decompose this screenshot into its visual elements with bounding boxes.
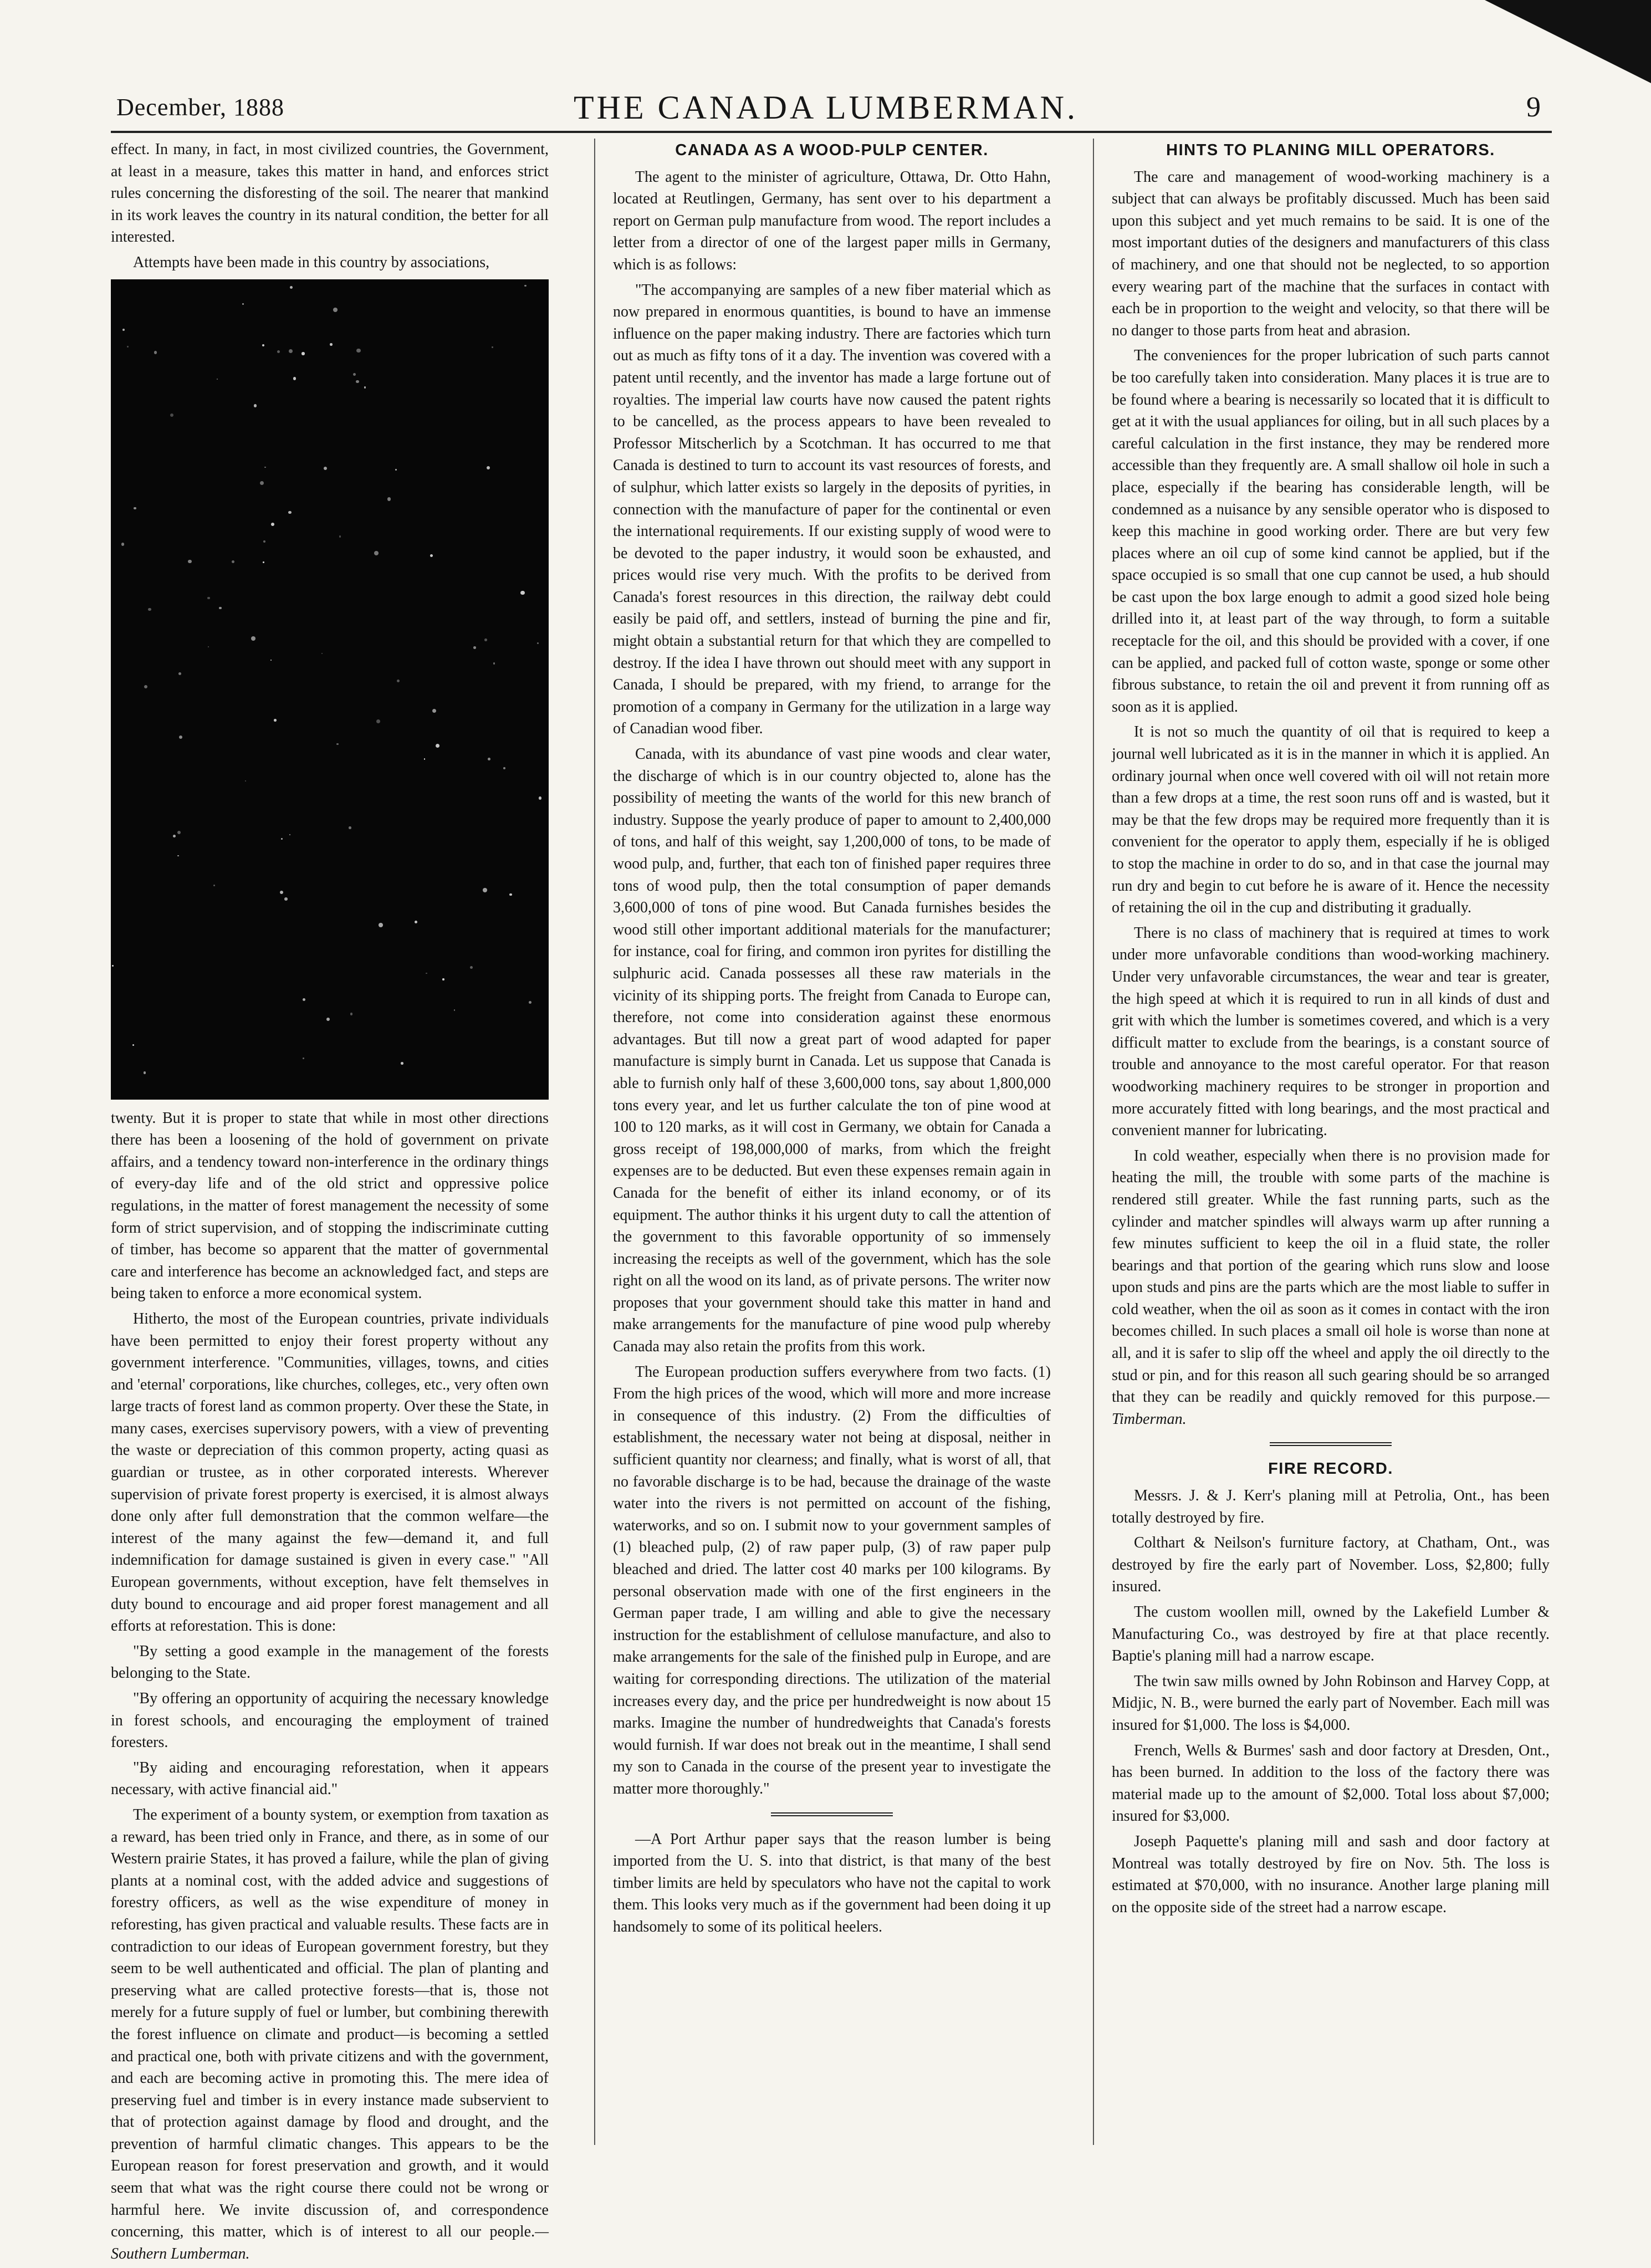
photo-speck	[432, 709, 436, 713]
photo-speck	[144, 1071, 146, 1074]
section-divider	[771, 1812, 893, 1816]
photo-speck	[397, 680, 400, 683]
paragraph: twenty. But it is proper to state that while in most other directions there has been a loosening of the hold of government on private affairs, and a tendency toward non-interference in the ordinary things of every-day life and of the old strict and oppressive police regulations, in the matter of forest management the necessity of some form of strict supervision, and of stopping the indiscriminate cutting of timber, has become so apparent that the matter of governmental care and interference has become an acknowledged fact, and steps are being taken to enforce a more economical system.	[111, 1109, 549, 1302]
photo-speck	[537, 642, 539, 644]
page-number: 9	[1526, 91, 1541, 123]
photo-speck	[251, 636, 255, 641]
photo-speck	[213, 885, 216, 887]
photo-speck	[424, 758, 426, 760]
paragraph: There is no class of machinery that is required at times to work under more unfavorable conditions than wood-working machinery. Under very unfavorable circumstances, the wear and tear is greater, the high speed at which it is required to run in all kinds of dust and grit with which the lumber is sometimes covered, and which is a very difficult matter to exclude from the bearings, is a constant source of trouble and annoyance to the most careful operator. For that reason woodworking machinery requires to be stronger in proportion and more accurately fitted with long bearings, and the most practical and convenient manner for lubricating.	[1112, 924, 1550, 1140]
photo-speck	[173, 835, 176, 838]
photo-speck	[509, 893, 512, 896]
photo-speck	[132, 1044, 134, 1046]
photo-speck	[144, 685, 147, 688]
photo-speck	[289, 349, 293, 353]
photo-speck	[493, 662, 495, 664]
photo-speck	[207, 597, 209, 599]
photo-speck	[350, 1013, 353, 1015]
paragraph	[1112, 1145, 1550, 1431]
photo-speck	[524, 285, 527, 287]
fire-record-item: French, Wells & Burmes' sash and door factory at Dresden, Ont., has been burned. In addition to the loss of the factory there was material made up to the amount of $2,000. Total loss about $7,000; insured for $3,000.	[1112, 1741, 1550, 1825]
photo-speck	[217, 379, 218, 380]
photo-speck	[374, 551, 379, 555]
paragraph: "By setting a good example in the management of the forests belonging to the State.	[111, 1642, 549, 1682]
photo-speck	[436, 744, 439, 748]
obscured-photo-block	[111, 279, 549, 1100]
source-credit: —Southern Lumberman.	[111, 2223, 549, 2262]
photo-speck	[364, 386, 366, 389]
photo-speck	[177, 855, 178, 856]
photo-speck	[263, 561, 264, 563]
photo-speck	[492, 346, 493, 348]
photo-speck	[333, 308, 338, 312]
photo-speck	[487, 466, 490, 469]
photo-speck	[232, 560, 234, 563]
paragraph: —A Port Arthur paper says that the reason lumber is being imported from the U. S. into that district, is that many of the best timber limits are held by speculators who have not the capital to work them. This looks very much as if the government had been doing it up handsomely to some of its political heelers.	[613, 1830, 1051, 1935]
photo-speck	[127, 346, 129, 348]
photo-speck	[254, 404, 257, 407]
photo-speck	[264, 467, 265, 468]
photo-speck	[134, 507, 136, 510]
photo-speck	[336, 743, 338, 745]
page-corner-mark	[1485, 0, 1651, 83]
photo-speck	[284, 897, 288, 901]
photo-speck	[470, 966, 473, 969]
photo-speck	[484, 638, 487, 641]
photo-speck	[170, 413, 174, 417]
article-heading: HINTS TO PLANING MILL OPERATORS.	[1166, 141, 1495, 159]
photo-speck	[503, 767, 505, 769]
photo-speck	[356, 349, 360, 353]
paragraph: Attempts have been made in this country by associations,	[133, 253, 490, 271]
column-1	[111, 139, 549, 2268]
photo-speck	[483, 888, 487, 892]
photo-speck	[188, 560, 192, 564]
paragraph-text: The experiment of a bounty system, or exemption from taxation as a reward, has been tried only in France, and there, as in some of our Western prairie States, it has proved a failure, while the plan of giving plants at a nominal cost, with the added advice and suggestions of forestry officers, as well as the wise expenditure of money in reforesting, has given practical and valuable results. These facts are in contradiction to our ideas of European government forestry, but they seem to be well authenticated and official. The plan of planting and preserving what are called protective forests—that is, those not merely for a future supply of fuel or lumber, but combining therewith the forest influence on climate and product—is becoming a settled and practical one, both with private citizens and with the government, and each are becoming active in promoting this. The mere idea of preserving fuel and timber is in every instance made subservient to that of protection against damage by flood and drought, and the prevention of harmful climatic changes. This appears to be the European reason for forest preservation and growth, and it would seem that what was the right course there could not be wrong or harmful here. We invite discussion of, and correspondence concerning, this matter, which is of interest to all our people.	[111, 1806, 549, 2241]
photo-speck	[242, 303, 244, 305]
fire-record-heading: FIRE RECORD.	[1268, 1460, 1393, 1478]
photo-speck	[293, 377, 296, 380]
photo-speck	[289, 834, 290, 835]
photo-speck	[324, 467, 327, 470]
paragraph: effect. In many, in fact, in most civilized countries, the Government, at least in a measure, takes this matter in hand, and enforces strict rules concerning the disforesting of the soil. The nearer that mankind in its work leaves the country in its natural condition, the better for all interested.	[111, 141, 549, 246]
photo-speck	[290, 286, 293, 289]
paragraph: Canada, with its abundance of vast pine woods and clear water, the discharge of which is in our country objected to, alone has the possibility of meeting the wants of the world for this new branch of industry. Suppose the yearly produce of paper to amount to 2,400,000 of tons, and half of this weight, say 1,200,000 of tons, to be made of wood pulp, and, further, that each ton of finished paper requires three tons of wood pulp, then the total consumption of paper demands 3,600,000 of tons of pine wood. But Canada furnishes besides the wood still other important additional materials for the manufacturer; for instance, coal for firing, and common iron pyrites for distilling the sulphuric acid. Canada possesses all these raw materials in the vicinity of its shipping ports. The freight from Canada to Europe can, therefore, not come into consideration against these enormous advantages. But till now a great part of wood adapted for paper manufacture is simply burnt in Canada. Let us suppose that Canada is able to furnish only half of these 3,600,000 tons, say about 1,800,000 tons every year, and let us further calculate the ton of pine wood at 100 to 120 marks, as it will cost in Germany, we obtain for Canada a gross receipt of 198,000,000 of marks, from which the freight expenses are to be deducted. But even these expenses remain again in Canada for the benefit of either its inland economy, or of its equipment. The author thinks it his urgent duty to call the attention of the government to this favorable opportunity of so immensely increasing the receipts as well of the government, which has the sole right on all the wood on its land, as of private persons. The writer now proposes that your government should take this matter in hand and make arrangements for the manufacture of pine wood pulp whereby Canada may also retain the profits from this work.	[613, 745, 1051, 1356]
column-2	[613, 139, 1051, 1942]
photo-speck	[376, 719, 380, 723]
section-divider	[1270, 1442, 1392, 1446]
paragraph: The European production suffers everywhere from two facts. (1) From the high prices of the wood, which will more and more increase in consequence of this industry. (2) From the difficulties of establishment, the necessary water not being at disposal, neither in sufficient quantity nor clearness; and finally, what is worst of all, that no favorable discharge is to be had, because the drainage of the waste water into the rivers is not permitted on account of the fishing, waterworks, and so on. I submit now to your government samples of (1) bleached pulp, (2) of raw paper pulp, (3) of raw paper pulp bleached and dried. The latter cost 40 marks per 100 kilograms. By personal observation made with one of the first engineers in the German paper trade, I am willing and able to give the necessary instruction for the establishment of cellulose manufacture, and also to make arrangements for the sale of the finished pulp in Europe, and are waiting for corresponding directions. The utilization of the material increases every day, and the price per hundredweight is now about 15 marks. Imagine the number of hundredweights that Canada's forests would furnish. If war does not break out in the meantime, I shall send my son to Canada in the course of the present year to investigate the matter more thoroughly."	[613, 1363, 1051, 1797]
photo-speck	[539, 796, 541, 799]
fire-record-item: Joseph Paquette's planing mill and sash and door factory at Montreal was totally destroyed by fire on Nov. 5th. The loss is estimated at $70,000, with no insurance. Another large planing mill on the opposite side of the street had a narrow escape.	[1112, 1832, 1550, 1916]
photo-speck	[303, 998, 305, 1001]
paragraph: It is not so much the quantity of oil that is required to keep a journal well lubricated as it is in the manner in which it is applied. An ordinary journal when once well covered with oil will not retain more than a few drops at a time, the rest soon runs off and is wasted, but it may be that the few drops may be required more frequently than it is convenient for the operator to apply them, especially if he is obliged to stop the machine in order to do so, and in that case the journal may run dry and begin to cut before he is aware of it. Hence the necessity of retaining the oil in the cup and distributing it gradually.	[1112, 723, 1550, 917]
photo-speck	[177, 831, 181, 834]
paragraph	[111, 1804, 549, 2265]
photo-speck	[395, 469, 397, 471]
photo-speck	[356, 380, 359, 383]
photo-speck	[473, 646, 476, 649]
photo-speck	[330, 343, 333, 346]
photo-speck	[260, 481, 264, 485]
fire-record-item: Messrs. J. & J. Kerr's planing mill at Petrolia, Ont., has been totally destroyed by fire.	[1112, 1487, 1550, 1526]
photo-speck	[112, 965, 114, 967]
photo-speck	[401, 1062, 403, 1065]
photo-speck	[219, 607, 222, 610]
photo-speck	[263, 540, 265, 543]
photo-speck	[277, 350, 280, 354]
article-heading: CANADA AS A WOOD-PULP CENTER.	[675, 141, 989, 159]
photo-speck	[303, 1058, 304, 1059]
photo-speck	[301, 352, 305, 355]
photo-speck	[353, 373, 356, 376]
newspaper-title: THE CANADA LUMBERMAN.	[573, 89, 1078, 126]
photo-speck	[379, 923, 383, 927]
photo-speck	[520, 591, 524, 595]
paragraph: "By offering an opportunity of acquiring the necessary knowledge in forest schools, and encouraging the employment of trained foresters.	[111, 1690, 549, 1751]
paragraph-text: In cold weather, especially when there is no provision made for heating the mill, the trouble with some parts of the machine is rendered still greater. While the fast running parts, such as the cylinder and matcher spindles will always warm up after running a few minutes sufficient to keep the oil in a fluid state, the roller bearings and that portion of the gearing which runs slow and loose upon studs and pins are the parts which are the most liable to suffer in cold weather, when the oil as soon as it comes in contact with the iron becomes chilled. In such places a small oil hole is worse than none at all, and it is safer to slip off the wheel and apply the oil directly to the stud or pin, and for this reason all such gearing should be so arranged that they can be readily and quickly removed for this purpose.	[1112, 1147, 1550, 1406]
photo-speck	[339, 535, 341, 537]
photo-speck	[121, 543, 124, 545]
paragraph: "By aiding and encouraging reforestation, when it appears necessary, with active financial aid."	[111, 1759, 549, 1799]
photo-speck	[245, 780, 246, 781]
photo-speck	[321, 653, 323, 654]
source-credit: —Timberman.	[1112, 1388, 1550, 1428]
photo-speck	[288, 511, 292, 514]
fire-record-item: The twin saw mills owned by John Robinson and Harvey Copp, at Midjic, N. B., were burned the early part of November. Each mill was insured for $1,000. The loss is $4,000.	[1112, 1672, 1550, 1734]
photo-speck	[271, 523, 274, 526]
paragraph: The care and management of wood-working machinery is a subject that can always be profitably discussed. Much has been said upon this subject and yet much remains to be said. It is one of the most important duties of the designers and manufacturers of this class of machinery, and one that should not be neglected, to so apportion every wearing part of the machine that the surfaces in contact with each be in proportion to the weight and velocity, so that there will be no danger to those parts from heat and abrasion.	[1112, 168, 1550, 339]
photo-speck	[179, 735, 182, 739]
photo-speck	[178, 672, 181, 675]
photo-speck	[281, 838, 283, 840]
fire-record-item: Colthart & Neilson's furniture factory, at Chatham, Ont., was destroyed by fire the early part of November. Loss, $2,800; fully insured.	[1112, 1534, 1550, 1596]
photo-speck	[426, 973, 427, 974]
issue-date: December, 1888	[116, 94, 285, 121]
photo-speck	[529, 1001, 531, 1004]
column-3	[1112, 139, 1550, 1922]
photo-speck	[442, 978, 444, 980]
paragraph: "The accompanying are samples of a new fiber material which as now prepared in enormous quantities, is bound to have an immense influence on the paper making industry. There are factories which turn out as much as fifty tons of it a day. The invention was covered with a patent until recently, and the inventor has made a large fortune out of royalties. The imperial law courts have now caused the patent rights to be cancelled, as the process appears to have been revealed to Professor Mitscherlich by a Scotchman. It has occurred to me that Canada is destined to turn to account its vast resources of forests, and of sulphur, which latter exists so largely in the deposits of pyrities, in connection with the manufacture of paper for the continental or even the international requirements. If our existing supply of wood were to be devoted to the paper industry, it would soon be exhausted, and prices would rise very much. With the profits to be derived from Canada's forest resources in this direction, the railway debt could easily be paid off, and settlers, instead of burning the pine and fir, might obtain a substantial return for that which they are compelled to destroy. If the idea I have thrown out should meet with any support in Canada, I should be prepared, with my friend, to arrange for the promotion of a company in Germany for the utilization in a large way of Canadian wood fiber.	[613, 281, 1051, 738]
photo-speck	[270, 660, 272, 661]
photo-speck	[274, 719, 277, 722]
column-separator	[1093, 139, 1094, 2145]
photo-speck	[148, 608, 151, 611]
paragraph: The agent to the minister of agriculture, Ottawa, Dr. Otto Hahn, located at Reutlingen, Germany, has sent over to his department a report on German pulp manufacture from wood. The report includes a letter from a director of one of the largest paper mills in Germany, which is as follows:	[613, 168, 1051, 273]
photo-speck	[154, 351, 157, 354]
photo-speck	[488, 758, 490, 760]
fire-record-item: The custom woollen mill, owned by the Lakefield Lumber & Manufacturing Co., was destroyed by fire at that place recently. Baptie's planing mill had a narrow escape.	[1112, 1603, 1550, 1665]
paragraph: Hitherto, the most of the European countries, private individuals have been permitted to enjoy their forest property without any government interference. "Communities, villages, towns, and cities and 'eternal' corporations, like churches, colleges, etc., very often own large tracts of forest land as common property. Over these the State, in many cases, exercises supervisory powers, with a view of preventing the waste or depreciation of this common property, acting quasi as guardian or trustee, as in other corporated interests. Wherever supervision of private forest property is exercised, it is almost always done only after full demonstration that the common welfare—the interest of the many against the few—demand it, and full indemnification for damage sustained is given in every case." "All European governments, without exception, have felt themselves in duty bound to encourage and aid proper forest management and all efforts at reforestation. This is done:	[111, 1310, 549, 1635]
photo-speck	[430, 554, 433, 557]
photo-speck	[454, 1009, 456, 1011]
photo-speck	[326, 1018, 330, 1021]
photo-speck	[387, 497, 391, 500]
photo-speck	[349, 826, 351, 829]
header-rule	[111, 131, 1552, 133]
column-separator	[594, 139, 595, 2145]
paragraph: The conveniences for the proper lubrication of such parts cannot be too carefully taken into consideration. Many places it is true are to be found where a bearing is necessarily so located that it is difficult to get at it with the usual appliances for oiling, but in all such places by a careful calculation in the first instance, they may be rendered more accessible than they frequently are. A small shallow oil hole in such a place, especially if the bearing has considerable length, will be condemned as a nuisance by any sensible operator who is disposed to keep this machine in good working order. There are but very few places where an oil cup of some kind cannot be applied, but if the space occupied is so small that one cup cannot be used, a hub should be cast upon the box large enough to admit a good sized hole being drilled into it, at least part of the way through, to form a suitable receptacle for the oil, and this should be provided with a cover, if one can be applied, and packed full of cotton waste, sponge or some other fibrous substance, to retain the oil and prevent it from running off as soon as it is applied.	[1112, 347, 1550, 716]
photo-speck	[262, 344, 264, 346]
photo-speck	[208, 646, 209, 648]
page-header	[111, 89, 1541, 127]
photo-speck	[122, 329, 125, 331]
photo-speck	[280, 891, 283, 894]
photo-speck	[415, 921, 417, 923]
